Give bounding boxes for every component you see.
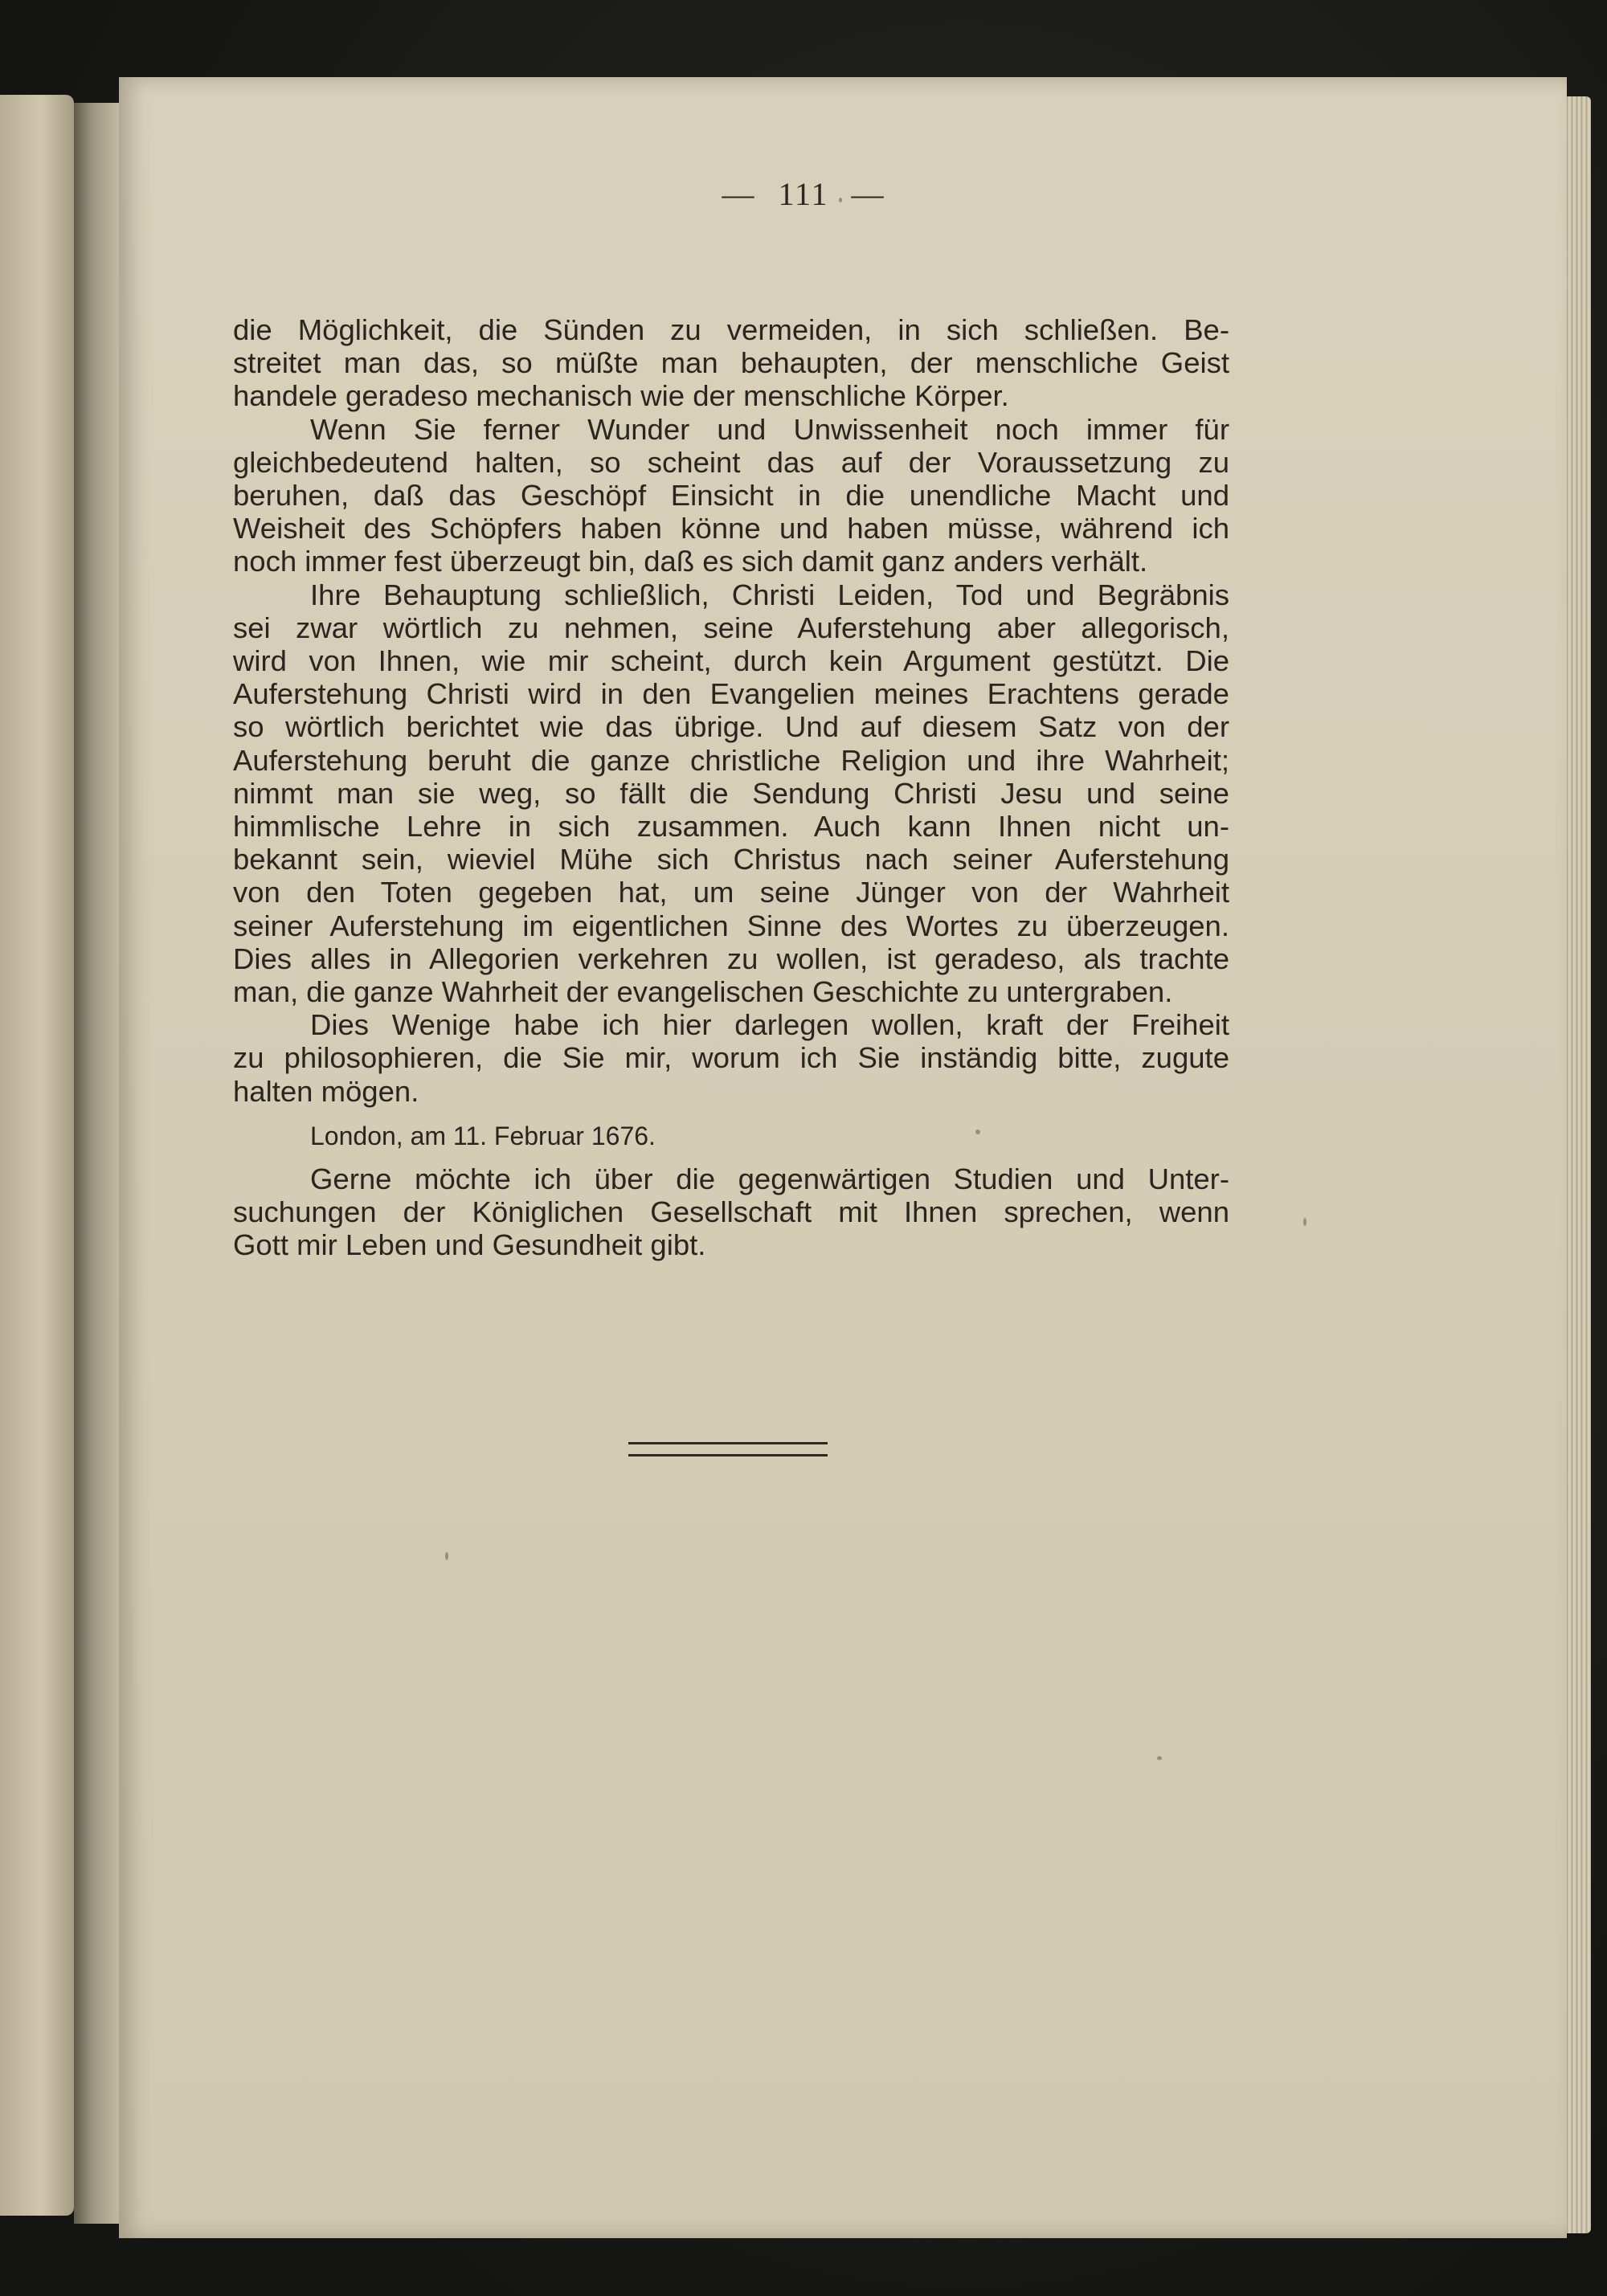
text-line: gleichbedeutend halten, so scheint das auf der Voraussetzung zu: [233, 445, 1229, 479]
dateline: London, am 11. Februar 1676.: [310, 1121, 656, 1150]
paper-speck: [445, 1552, 448, 1560]
text-line: Gerne möchte ich über die gegenwärtigen Studien und Unter-: [310, 1162, 1229, 1195]
text-line: Gott mir Leben und Gesundheit gibt.: [233, 1228, 706, 1262]
text-line: suchungen der Königlichen Gesellschaft mit Ihnen sprechen, wenn: [233, 1195, 1229, 1229]
book-gutter: [74, 103, 121, 2224]
text-line: so wörtlich berichtet wie das übrige. Und auf diesem Satz von der: [233, 710, 1229, 744]
paper-speck: [1157, 1756, 1162, 1760]
text-line: zu philosophieren, die Sie mir, worum ich Sie inständig bitte, zugute: [233, 1041, 1229, 1075]
paper-speck: [1303, 1218, 1306, 1226]
text-line: wird von Ihnen, wie mir scheint, durch kein Argument gestützt. Die: [233, 644, 1229, 678]
text-line: bekannt sein, wieviel Mühe sich Christus nach seiner Auferstehung: [233, 843, 1229, 876]
text-line: Auferstehung beruht die ganze christliche Religion und ihre Wahrheit;: [233, 743, 1229, 777]
text-line: Dies Wenige habe ich hier darlegen wollen, kraft der Freiheit: [310, 1008, 1229, 1042]
text-line: beruhen, daß das Geschöpf Einsicht in die unendliche Macht und: [233, 479, 1229, 513]
page-number: [562, 175, 1045, 213]
text-line: Dies alles in Allegorien verkehren zu wollen, ist geradeso, als trachte: [233, 942, 1229, 975]
text-line: von den Toten gegeben hat, um seine Jünger von der Wahrheit: [233, 876, 1229, 909]
text-line: handele geradeso mechanisch wie der menschliche Körper.: [233, 379, 1009, 413]
text-line: sei zwar wörtlich zu nehmen, seine Auferstehung aber allegorisch,: [233, 611, 1229, 644]
facing-page-edge: [0, 95, 74, 2216]
closing-double-rule: [628, 1442, 828, 1456]
em-dash: —: [722, 176, 756, 212]
text-line: Auferstehung Christi wird in den Evangelien meines Erachtens gerade: [233, 677, 1229, 711]
page-number-value: 111: [778, 176, 829, 212]
body-text: [233, 313, 1229, 1261]
text-line: man, die ganze Wahrheit der evangelischen Geschichte zu untergraben.: [233, 975, 1173, 1009]
text-line: streitet man das, so müßte man behaupten, der menschliche Geist: [233, 346, 1229, 380]
text-line: Weisheit des Schöpfers haben könne und haben müsse, während ich: [233, 512, 1229, 545]
text-line: himmlische Lehre in sich zusammen. Auch kann Ihnen nicht un-: [233, 810, 1229, 844]
text-line: nimmt man sie weg, so fällt die Sendung Christi Jesu und seine: [233, 776, 1229, 810]
text-line: Ihre Behauptung schließlich, Christi Leiden, Tod und Begräbnis: [310, 578, 1229, 611]
text-line: Wenn Sie ferner Wunder und Unwissenheit noch immer für: [310, 412, 1229, 446]
text-line: die Möglichkeit, die Sünden zu vermeiden, in sich schließen. Be-: [233, 313, 1229, 346]
text-line: seiner Auferstehung im eigentlichen Sinne des Wortes zu überzeugen.: [233, 909, 1229, 942]
text-line: halten mögen.: [233, 1074, 419, 1108]
em-dash: —: [851, 176, 885, 212]
text-line: noch immer fest überzeugt bin, daß es sich damit ganz anders verhält.: [233, 545, 1148, 578]
